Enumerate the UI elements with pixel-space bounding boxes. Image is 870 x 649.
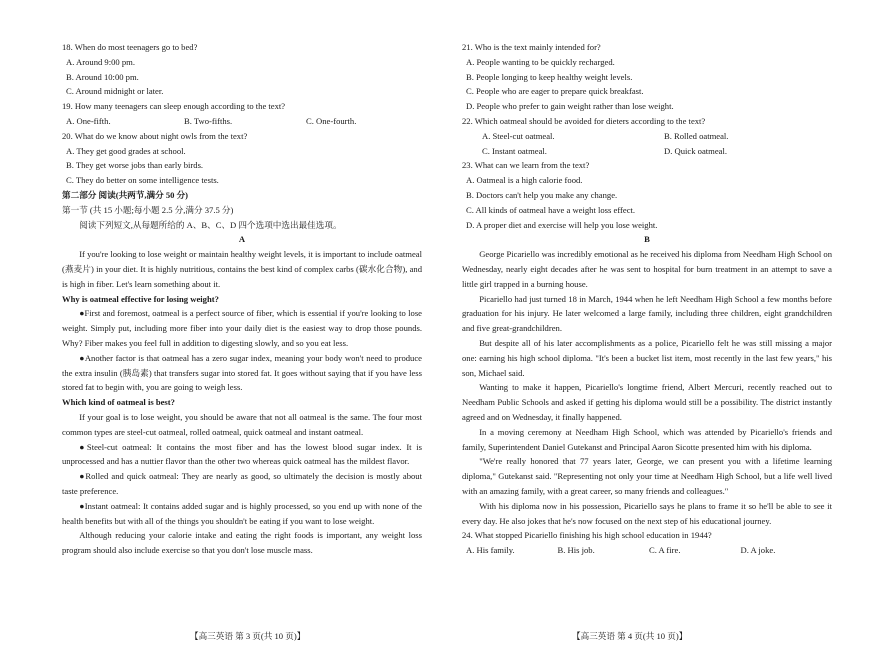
passage-a-heading-1: Why is oatmeal effective for losing weight? (62, 293, 219, 304)
passage-a-label: A (238, 234, 246, 245)
section-instruction: 阅读下列短文,从每题所给的 A、B、C、D 四个选项中选出最佳选项。 (79, 219, 342, 230)
option: A. They get good grades at school. (66, 145, 186, 156)
passage-a-intro: If you're looking to lose weight or maintain healthy weight levels, it is important to include oatmeal (燕麦片) in your diet. It is highly nutritious, contains the best kind of complex carbs (碳水化合物), and is high in fiber. Let's learn something about it. (62, 249, 422, 289)
option: A. Around 9:00 pm. (66, 56, 135, 67)
passage-a-para-6: ●Instant oatmeal: It contains added sugar and is highly processed, so you end up with none of the health benefits but with all of the things you shouldn't be eating if you want to lose weight. (62, 500, 422, 526)
passage-b-para-7: With his diploma now in his possession, Picariello says he plans to frame it so he'll be able to see it every day. He also jokes that he's now focused on the next step of his educational journey. (462, 500, 832, 526)
option: D. Quick oatmeal. (664, 145, 728, 156)
question-19: 19. How many teenagers can sleep enough according to the text? (62, 101, 286, 112)
options-row (62, 114, 422, 129)
passage-a-para-4: ●Steel-cut oatmeal: It contains the most fiber and has the lowest blood sugar index. It is unprocessed and has a nuttier flavor than the other two whereas quick oatmeal has the mildest flavor. (62, 441, 422, 467)
section-title: 第二部分 阅读(共两节,满分 50 分) (62, 189, 189, 200)
option: C. Instant oatmeal. (482, 145, 547, 156)
page-footer-left: 【高三英语 第 3 页(共 10 页)】 (190, 631, 306, 641)
option: B. His job. (557, 545, 595, 556)
option: A. His family. (466, 545, 515, 556)
option: D. People who prefer to gain weight rather than lose weight. (466, 101, 674, 112)
passage-a-para-7: Although reducing your calorie intake and eating the right foods is important, any weight loss program should also include exercise so that you don't lose muscle mass. (62, 530, 422, 556)
passage-b-para-4: Wanting to make it happen, Picariello's longtime friend, Albert Mercuri, recently reached out to Needham Public Schools and asked if getting his diploma would still be a possibility. The district instantly agreed and on Wednesday, it finally happened. (462, 382, 832, 422)
option: C. People who are eager to prepare quick breakfast. (466, 86, 644, 97)
passage-b-para-2: Picariello had just turned 18 in March, 1944 when he left Needham High School a few months before graduation for his injury. He later welcomed a large family, including three children, eight grandchildren and five great-grandchildren. (462, 293, 832, 334)
passage-a-para-3: If your goal is to lose weight, you should be aware that not all oatmeal is the same. The four most common types are steel-cut oatmeal, rolled oatmeal, quick oatmeal and instant oatmeal. (62, 411, 422, 437)
option: B. They get worse jobs than early birds. (66, 160, 204, 171)
option: B. People longing to keep healthy weight levels. (466, 71, 633, 82)
page-footer-right: 【高三英语 第 4 页(共 10 页)】 (572, 631, 688, 641)
option: A. One-fifth. (66, 115, 111, 126)
option: C. All kinds of oatmeal have a weight loss effect. (466, 204, 636, 215)
passage-b-para-3: But despite all of his later accomplishments as a police, Picariello felt he was still missing a major one: earning his high school diploma. "It's been a bucket list item, most recently in the last few years," his son, Michael said. (462, 337, 832, 378)
option: D. A joke. (740, 545, 776, 556)
passage-a-para-1: ●First and foremost, oatmeal is a perfect source of fiber, which is essential if you're looking to lose weight. Simply put, including more fiber into your daily diet is the easiest way to drop those pounds. Why? Fiber makes you feel full in addition to digesting slowly, and so you eat less. (62, 308, 422, 348)
question-24: 24. What stopped Picariello finishing his high school education in 1944? (462, 530, 712, 541)
options-grid (462, 129, 832, 159)
option: C. One-fourth. (306, 115, 357, 126)
option: A. People wanting to be quickly recharged. (466, 56, 615, 67)
options-row (462, 543, 832, 558)
option: C. They do better on some intelligence tests. (66, 175, 219, 186)
option: D. A proper diet and exercise will help you lose weight. (466, 219, 658, 230)
question-22: 22. Which oatmeal should be avoided for dieters according to the text? (462, 115, 706, 126)
option: B. Around 10:00 pm. (66, 71, 139, 82)
passage-b-para-5: In a moving ceremony at Needham High School, which was attended by Picariello's friends and family, Superintendent Daniel Gutekanst and Principal Aaron Sicotte presented him with his diploma. (462, 426, 832, 452)
passage-a-heading-2: Which kind of oatmeal is best? (62, 397, 175, 408)
passage-b-label: B (644, 234, 650, 245)
passage-a-para-5: ●Rolled and quick oatmeal: They are nearly as good, so ultimately the decision is mostly about taste preference. (62, 471, 422, 496)
option: B. Rolled oatmeal. (664, 130, 729, 141)
option: A. Oatmeal is a high calorie food. (466, 175, 583, 186)
option: B. Doctors can't help you make any change. (466, 189, 618, 200)
left-column (62, 40, 422, 558)
option: C. A fire. (649, 545, 681, 556)
option: A. Steel-cut oatmeal. (482, 130, 555, 141)
right-column (462, 40, 832, 558)
option: C. Around midnight or later. (66, 86, 164, 97)
passage-b-para-6: "We're really honored that 77 years later, George, we can present you with a lifetime learning diploma," Gutekanst said. "Representing not only your time at Needham High School, but a life well lived with an amazing family, with a great career, so many friends and colleagues." (462, 456, 832, 496)
option: B. Two-fifths. (184, 115, 233, 126)
passage-b-para-1: George Picariello was incredibly emotional as he received his diploma from Needham High School on Wednesday, nearly eight decades after he was sent to hospital for burn treatment in an attempt to save a little girl trapped in a burning house. (462, 249, 832, 289)
question-21: 21. Who is the text mainly intended for? (462, 42, 601, 52)
question-23: 23. What can we learn from the text? (462, 160, 590, 171)
question-20: 20. What do we know about night owls from the text? (62, 130, 248, 141)
passage-a-para-2: ●Another factor is that oatmeal has a zero sugar index, meaning your body won't need to produce the extra insulin (胰岛素) that transfers sugar into stored fat. It goes without saying that if you have less stored fat to begin with, you are going to weigh less. (62, 352, 422, 393)
section-subtitle: 第一节 (共 15 小题;每小题 2.5 分,满分 37.5 分) (62, 204, 234, 215)
question-18: 18. When do most teenagers go to bed? (62, 42, 198, 52)
